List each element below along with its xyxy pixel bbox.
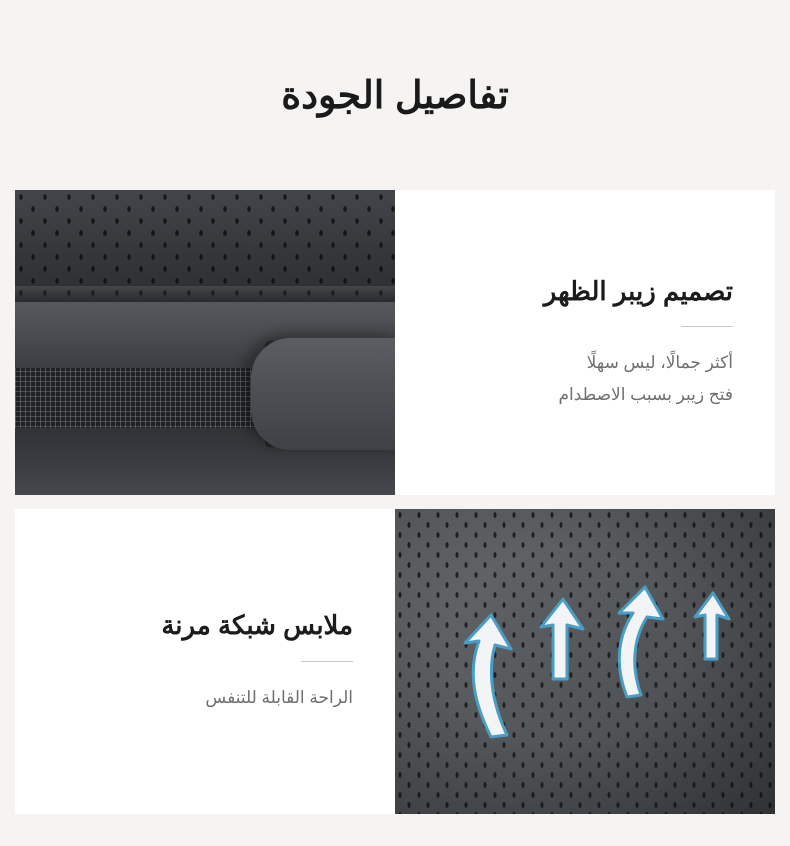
jacket-back-zipper-photo <box>15 190 395 495</box>
feature-row-1 <box>15 190 775 495</box>
breathable-mesh-photo <box>395 509 775 814</box>
feature-2-divider <box>301 661 353 662</box>
feature-row-2 <box>15 509 775 814</box>
feature-1-image <box>15 190 395 495</box>
page-header <box>0 0 790 190</box>
feature-grid <box>15 190 775 814</box>
feature-2-image <box>395 509 775 814</box>
feature-2-text <box>15 509 395 814</box>
feature-2-title: ملابس شبكة مرنة <box>161 610 353 641</box>
airflow-arrow-1 <box>465 615 511 737</box>
airflow-arrow-4 <box>695 593 729 659</box>
feature-1-description: أكثر جمالًا، ليس سهلًا فتح زيبر بسبب الاصطدام <box>558 353 733 404</box>
feature-2-description: الراحة القابلة للتنفس <box>205 688 353 708</box>
fabric-highlight <box>15 286 395 300</box>
feature-1-title: تصميم زيبر الظهر <box>543 275 733 306</box>
sleeve-cuff <box>251 338 395 450</box>
airflow-arrow-2 <box>541 599 583 679</box>
feature-1-divider <box>681 326 733 327</box>
airflow-arrows-overlay <box>395 509 775 814</box>
feature-1-text <box>395 190 775 495</box>
page-title: تفاصيل الجودة <box>281 74 509 117</box>
airflow-arrow-3 <box>619 587 663 697</box>
